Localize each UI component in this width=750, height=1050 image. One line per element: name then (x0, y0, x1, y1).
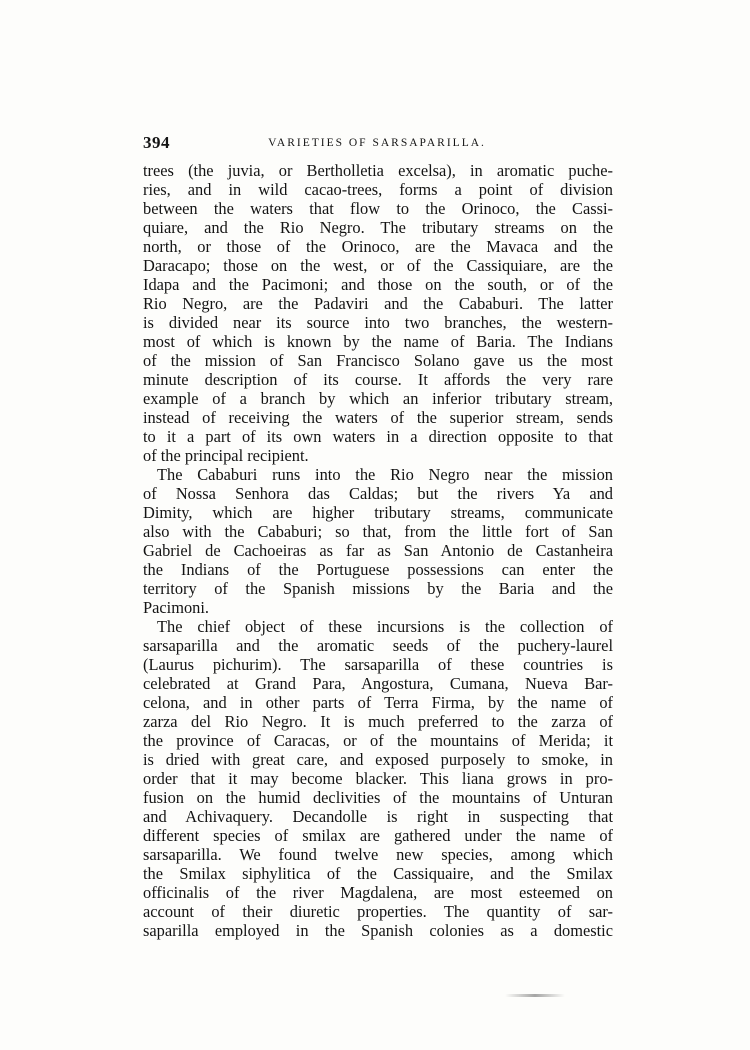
text-line: fusion on the humid declivities of the mountains of Unturan (143, 788, 613, 807)
text-line: Idapa and the Pacimoni; and those on the south, or of the (143, 275, 613, 294)
text-line: and Achivaquery. Decandolle is right in suspecting that (143, 807, 613, 826)
scan-smudge (505, 994, 565, 997)
text-line: territory of the Spanish missions by the Baria and the (143, 579, 613, 598)
text-line: the Smilax siphylitica of the Cassiquaire, and the Smilax (143, 864, 613, 883)
text-line: is divided near its source into two branches, the western- (143, 313, 613, 332)
text-line: also with the Cababuri; so that, from the little fort of San (143, 522, 613, 541)
text-line: most of which is known by the name of Baria. The Indians (143, 332, 613, 351)
text-line: of the principal recipient. (143, 446, 309, 465)
text-line: account of their diuretic properties. The quantity of sar- (143, 902, 613, 921)
text-line: is dried with great care, and exposed purposely to smoke, in (143, 750, 613, 769)
page-header (143, 133, 611, 155)
text-line: different species of smilax are gathered under the name of (143, 826, 613, 845)
body-text (143, 161, 613, 940)
text-line: ries, and in wild cacao-trees, forms a point of division (143, 180, 613, 199)
text-line: Daracapo; those on the west, or of the Cassiquiare, are the (143, 256, 613, 275)
text-line: of the mission of San Francisco Solano gave us the most (143, 351, 613, 370)
text-line: example of a branch by which an inferior tributary stream, (143, 389, 613, 408)
text-line: between the waters that flow to the Orinoco, the Cassi- (143, 199, 613, 218)
text-line: sarsaparilla. We found twelve new species, among which (143, 845, 613, 864)
text-line: minute description of its course. It affords the very rare (143, 370, 613, 389)
text-line: the Indians of the Portuguese possessions can enter the (143, 560, 613, 579)
text-line: (Laurus pichurim). The sarsaparilla of these countries is (143, 655, 613, 674)
text-line: saparilla employed in the Spanish colonies as a domestic (143, 921, 613, 940)
text-line: Pacimoni. (143, 598, 210, 617)
text-line: sarsaparilla and the aromatic seeds of the puchery-laurel (143, 636, 613, 655)
text-line: celebrated at Grand Para, Angostura, Cumana, Nueva Bar- (143, 674, 613, 693)
text-line: Rio Negro, are the Padaviri and the Cababuri. The latter (143, 294, 613, 313)
text-line: quiare, and the Rio Negro. The tributary streams on the (143, 218, 613, 237)
text-line: instead of receiving the waters of the superior stream, sends (143, 408, 613, 427)
text-line: the province of Caracas, or of the mountains of Merida; it (143, 731, 613, 750)
text-line: north, or those of the Orinoco, are the Mavaca and the (143, 237, 613, 256)
text-line: of Nossa Senhora das Caldas; but the rivers Ya and (143, 484, 613, 503)
text-line: zarza del Rio Negro. It is much preferred to the zarza of (143, 712, 613, 731)
text-line: to it a part of its own waters in a direction opposite to that (143, 427, 613, 446)
running-head: VARIETIES OF SARSAPARILLA. (268, 137, 486, 149)
text-line: trees (the juvia, or Bertholletia excelsa), in aromatic puche- (143, 161, 613, 180)
text-line: officinalis of the river Magdalena, are most esteemed on (143, 883, 613, 902)
text-line: The chief object of these incursions is the collection of (157, 617, 613, 636)
text-line: Gabriel de Cachoeiras as far as San Antonio de Castanheira (143, 541, 613, 560)
text-line: celona, and in other parts of Terra Firma, by the name of (143, 693, 613, 712)
text-line: The Cababuri runs into the Rio Negro near the mission (157, 465, 613, 484)
page-number: 394 (143, 133, 170, 152)
text-line: order that it may become blacker. This liana grows in pro- (143, 769, 613, 788)
text-line: Dimity, which are higher tributary streams, communicate (143, 503, 613, 522)
